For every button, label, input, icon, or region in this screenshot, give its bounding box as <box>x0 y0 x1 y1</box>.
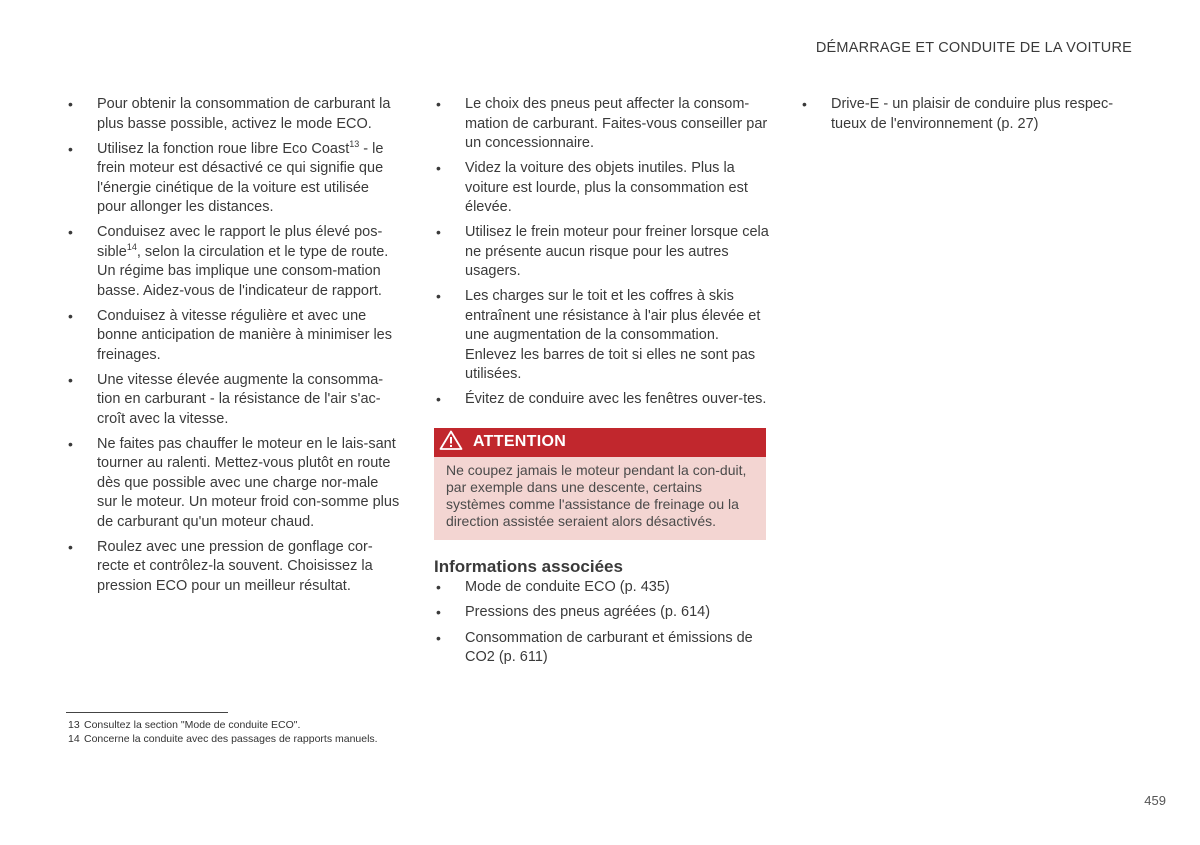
tips-list-1 <box>66 95 401 596</box>
bullet-icon: • <box>68 224 73 240</box>
section-header: DÉMARRAGE ET CONDUITE DE LA VOITURE <box>815 40 1132 56</box>
related-link[interactable] <box>434 629 769 668</box>
bullet-icon: • <box>68 538 73 555</box>
list-item-text: Conduisez à vitesse régulière et avec une bonne anticipation de manière à minimiser les freinages. <box>97 307 392 363</box>
bullet-icon: • <box>68 307 73 324</box>
attention-body: Ne coupez jamais le moteur pendant la con-duit, par exemple dans une descente, certains systèmes comme l'assistance de freinage ou la direction assistée seraient alors désactivés. <box>434 457 766 540</box>
related-link[interactable] <box>800 95 1135 134</box>
related-link[interactable] <box>434 603 769 623</box>
column-3 <box>800 95 1135 140</box>
list-item-text: Une vitesse élevée augmente la consomma-tion en carburant - la résistance de l'air s'ac-croît avec la vitesse. <box>97 371 384 427</box>
list-item-text: Utilisez la fonction roue libre Eco Coast <box>97 140 350 157</box>
bullet-icon: • <box>436 391 441 407</box>
tips-list-2 <box>434 95 769 410</box>
list-item <box>434 390 769 410</box>
list-item <box>66 223 401 301</box>
footnote <box>68 718 378 732</box>
warning-triangle-icon <box>439 430 473 455</box>
list-item-text: Évitez de conduire avec les fenêtres ouver-tes. <box>465 391 767 407</box>
list-item <box>434 223 769 282</box>
list-item <box>66 140 401 218</box>
related-info <box>434 557 769 668</box>
related-link-text[interactable]: Mode de conduite ECO (p. 435) <box>465 578 670 595</box>
list-item <box>434 159 769 218</box>
list-item <box>66 95 401 134</box>
bullet-icon: • <box>436 288 441 304</box>
footnote-ref[interactable]: 13 <box>349 138 360 149</box>
list-item-text: , selon la circulation et le type de route. Un régime bas implique une consom-mation basse. Aidez-vous de l'indicateur de rapport. <box>97 243 389 299</box>
bullet-icon: • <box>436 224 441 240</box>
footnote-number: 14 <box>68 733 80 745</box>
column-2 <box>434 95 769 674</box>
list-item <box>66 538 401 597</box>
column-1 <box>66 95 401 602</box>
bullet-icon: • <box>68 140 73 157</box>
footnote-ref[interactable]: 14 <box>126 241 137 252</box>
list-item-text: Videz la voiture des objets inutiles. Plus la voiture est lourde, plus la consommation est élevée. <box>465 160 748 215</box>
list-item <box>66 371 401 430</box>
list-item-text: Utilisez le frein moteur pour freiner lorsque cela ne présente aucun risque pour les autres usagers. <box>465 224 769 279</box>
related-link-text[interactable]: Drive-E - un plaisir de conduire plus respec-tueux de l'environnement (p. 27) <box>831 96 1114 132</box>
list-item <box>434 287 769 385</box>
list-item-text: Pour obtenir la consommation de carburant la plus basse possible, activez le mode ECO. <box>97 96 391 132</box>
footnotes <box>68 718 378 746</box>
bullet-icon: • <box>436 604 441 620</box>
footnote <box>68 732 378 746</box>
bullet-icon: • <box>436 96 441 112</box>
related-list-3 <box>800 95 1135 134</box>
bullet-icon: • <box>436 578 441 595</box>
page-number: 459 <box>1144 793 1166 808</box>
bullet-icon: • <box>68 435 73 452</box>
list-item-text: Le choix des pneus peut affecter la consom-mation de carburant. Faites-vous conseiller par un concessionnaire. <box>465 96 768 151</box>
list-item-text: Ne faites pas chauffer le moteur en le lais-sant tourner au ralenti. Mettez-vous plutôt en route dès que possible avec une charge nor-male sur le moteur. Un moteur froid con-somme plus de carburant qu'un moteur chaud. <box>97 435 400 530</box>
bullet-icon: • <box>436 629 441 646</box>
related-link-text[interactable]: Pressions des pneus agréées (p. 614) <box>465 604 711 620</box>
footnote-divider <box>66 712 228 713</box>
related-info-list <box>434 578 769 668</box>
bullet-icon: • <box>436 160 441 176</box>
related-link[interactable] <box>434 578 769 598</box>
related-link-text[interactable]: Consommation de carburant et émissions de CO2 (p. 611) <box>465 629 753 665</box>
bullet-icon: • <box>68 371 73 388</box>
related-info-title: Informations associées <box>434 556 623 576</box>
attention-title: ATTENTION <box>473 433 567 450</box>
list-item-text: - le frein moteur est désactivé ce qui signifie que l'énergie cinétique de la voiture est utilisée pour allonger les distances. <box>97 140 384 215</box>
list-item-text: Roulez avec une pression de gonflage cor-recte et contrôlez-la souvent. Choisissez la pression ECO pour un meilleur résultat. <box>97 538 373 594</box>
bullet-icon: • <box>802 96 807 112</box>
footnote-number: 13 <box>68 719 80 731</box>
list-item <box>434 95 769 154</box>
footnote-text: Consultez la section "Mode de conduite ECO". <box>84 719 301 731</box>
list-item-text: Conduisez avec le rapport le plus élevé pos-sible <box>97 224 383 260</box>
footnote-text: Concerne la conduite avec des passages de rapports manuels. <box>84 733 378 745</box>
list-item-text: Les charges sur le toit et les coffres à skis entraînent une résistance à l'air plus élevée et une augmentation de la consommation. Enlevez les barres de toit si elles ne sont pas utilisées. <box>465 288 761 382</box>
bullet-icon: • <box>68 96 73 112</box>
list-item <box>66 435 401 533</box>
attention-header <box>434 428 766 457</box>
list-item <box>66 307 401 366</box>
attention-callout <box>434 428 766 540</box>
